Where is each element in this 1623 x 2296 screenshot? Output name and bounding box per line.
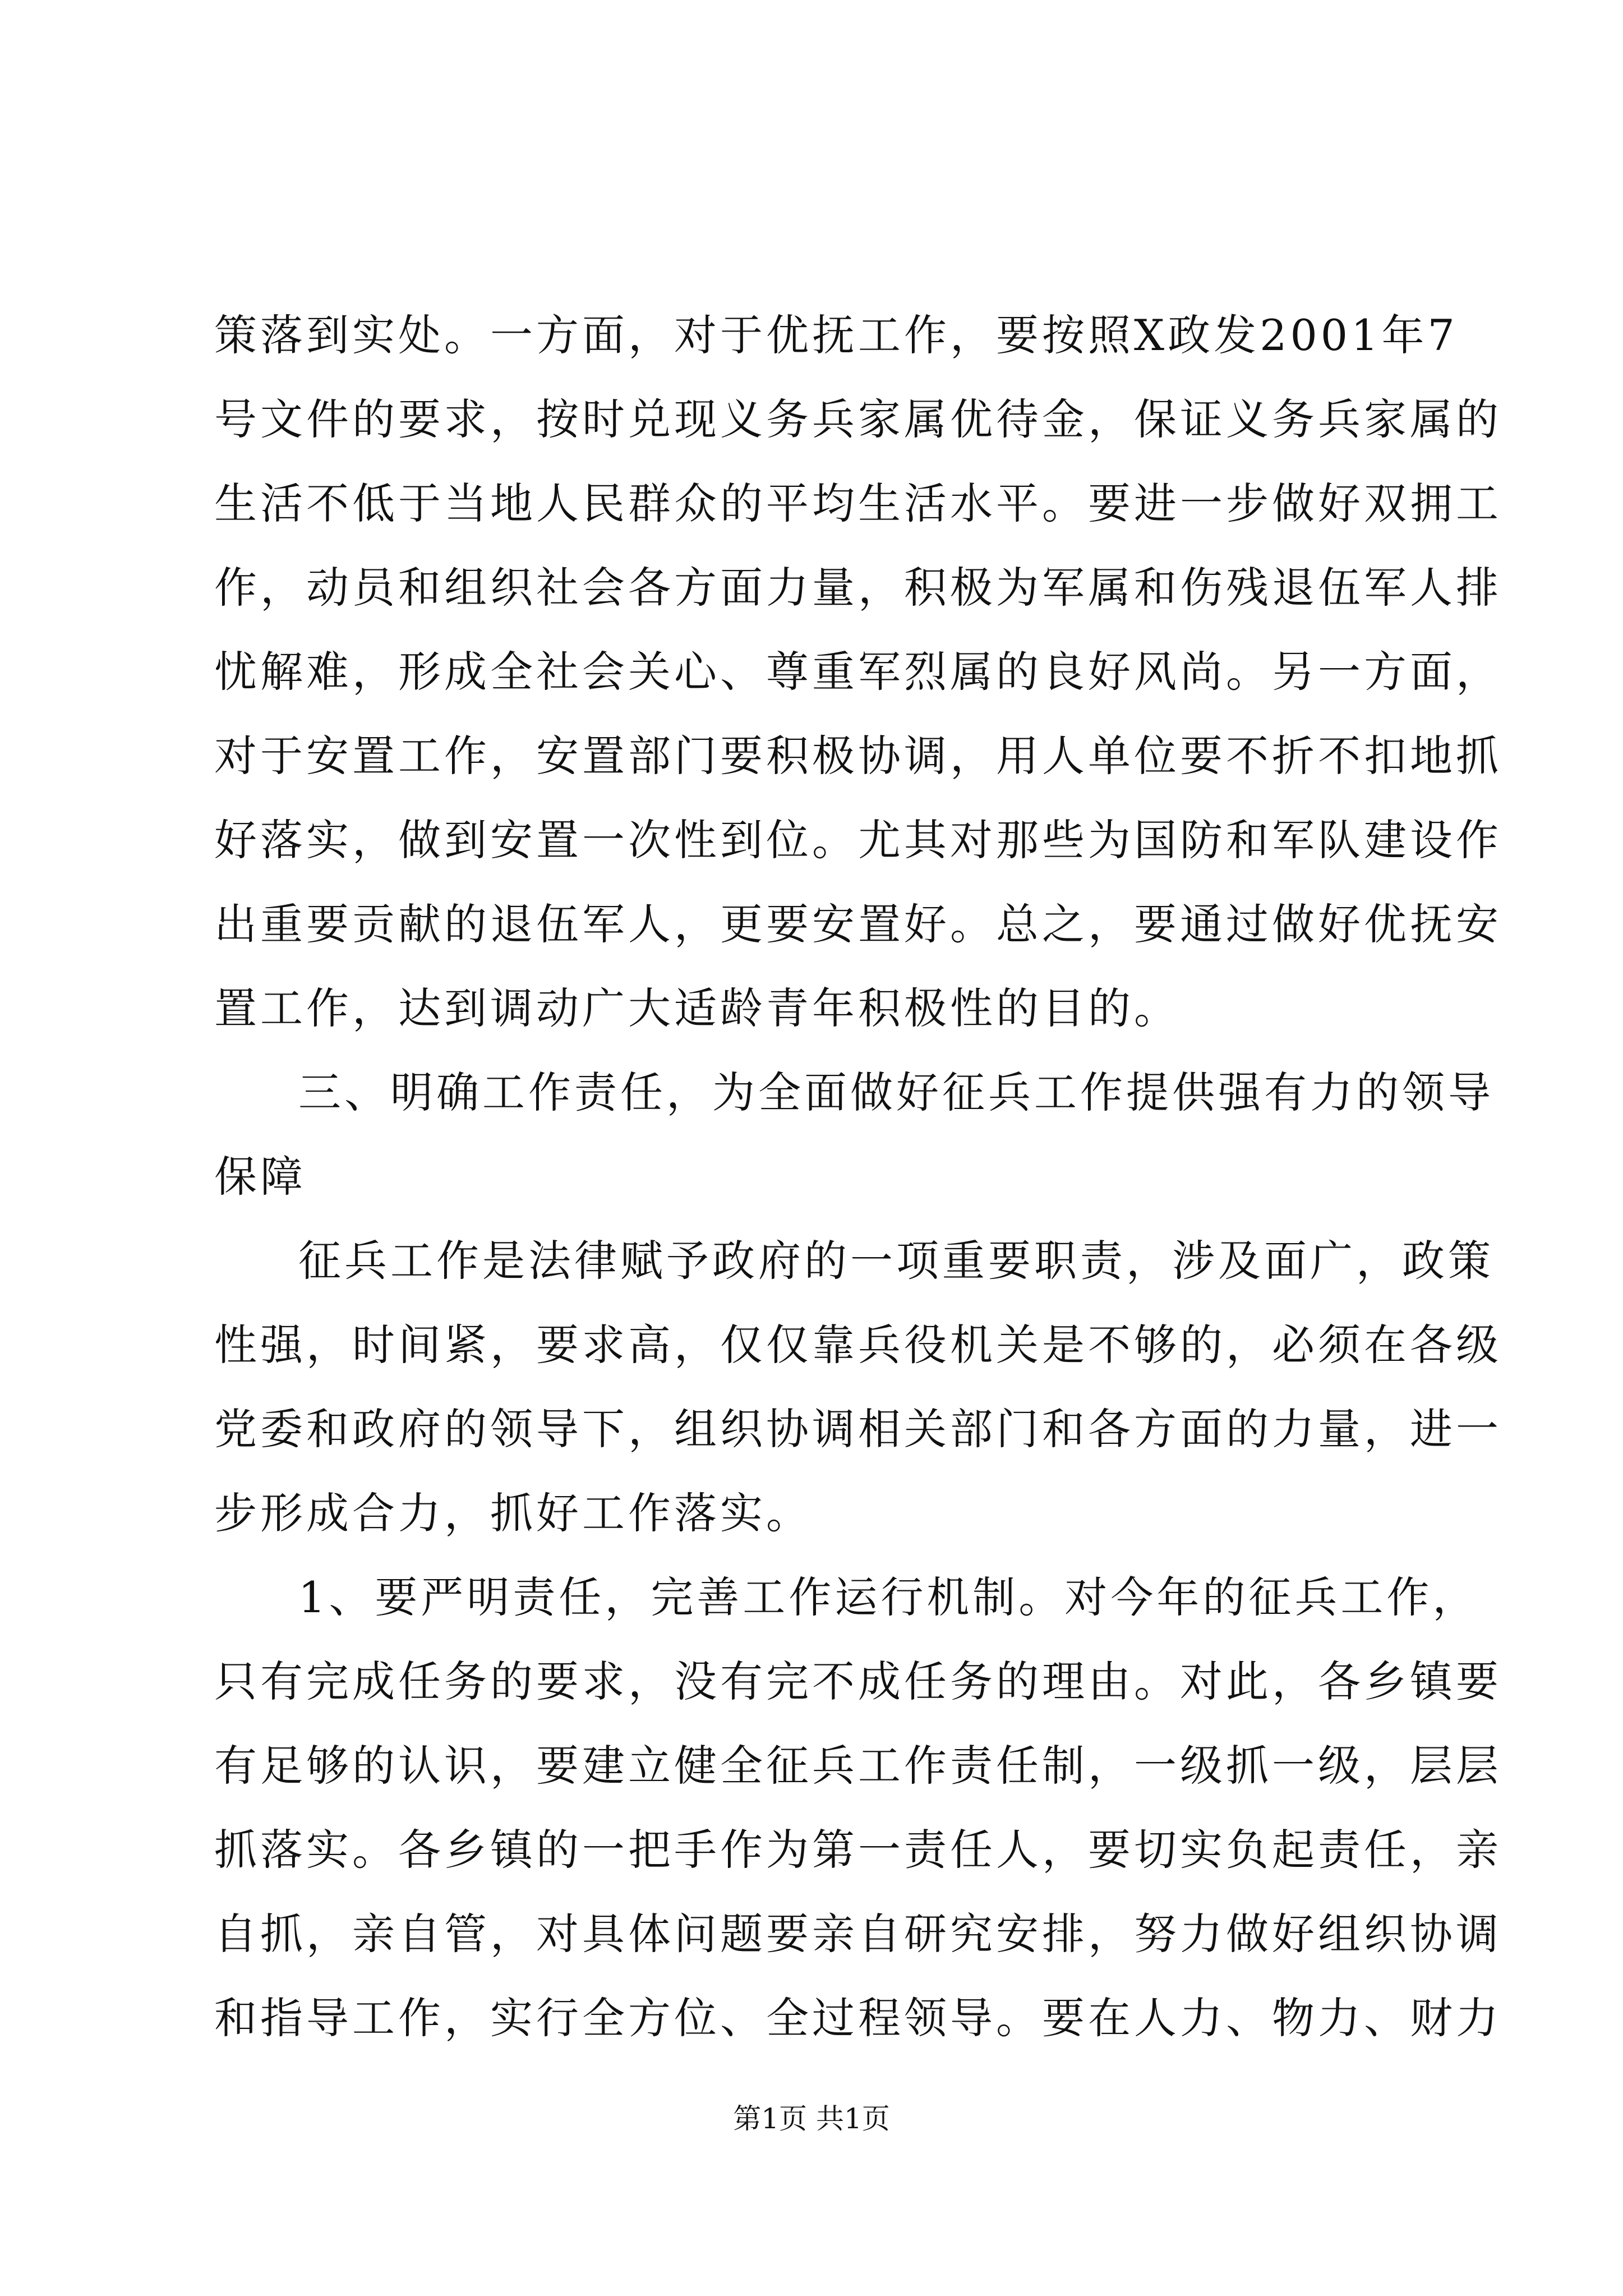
text-line: 好落实，做到安置一次性到位。尤其对那些为国防和军队建设作 <box>214 815 1502 865</box>
text-line: 党委和政府的领导下，组织协调相关部门和各方面的力量，进一 <box>214 1404 1502 1454</box>
text-line: 忧解难，形成全社会关心、尊重军烈属的良好风尚。另一方面， <box>214 647 1502 697</box>
text-line: 征兵工作是法律赋予政府的一项重要职责，涉及面广，政策 <box>298 1236 1494 1286</box>
text-line: 对于安置工作，安置部门要积极协调，用人单位要不折不扣地抓 <box>214 731 1502 781</box>
text-line: 号文件的要求，按时兑现义务兵家属优待金，保证义务兵家属的 <box>214 394 1502 444</box>
text-line: 抓落实。各乡镇的一把手作为第一责任人，要切实负起责任，亲 <box>214 1825 1502 1875</box>
text-line: 置工作，达到调动广大适龄青年积极性的目的。 <box>214 983 1180 1033</box>
section-heading: 三、明确工作责任，为全面做好征兵工作提供强有力的领导 <box>298 1068 1494 1117</box>
text-line: 自抓，亲自管，对具体问题要亲自研究安排，努力做好组织协调 <box>214 1909 1502 1959</box>
section-heading-continued: 保障 <box>214 1152 306 1202</box>
page-number-footer: 第1页 共1页 <box>733 2102 890 2135</box>
text-line: 生活不低于当地人民群众的平均生活水平。要进一步做好双拥工 <box>214 478 1502 528</box>
text-line: 策落到实处。一方面，对于优抚工作，要按照X政发2001年7 <box>214 310 1458 360</box>
text-line: 步形成合力，抓好工作落实。 <box>214 1488 812 1538</box>
text-line: 只有完成任务的要求，没有完不成任务的理由。对此，各乡镇要 <box>214 1657 1502 1706</box>
text-line: 和指导工作，实行全方位、全过程领导。要在人力、物力、财力 <box>214 1993 1502 2043</box>
text-line: 1、要严明责任，完善工作运行机制。对今年的征兵工作， <box>298 1572 1479 1622</box>
text-line: 有足够的认识，要建立健全征兵工作责任制，一级抓一级，层层 <box>214 1741 1502 1791</box>
text-line: 作，动员和组织社会各方面力量，积极为军属和伤残退伍军人排 <box>214 563 1502 613</box>
text-line: 性强，时间紧，要求高，仅仅靠兵役机关是不够的，必须在各级 <box>214 1320 1502 1370</box>
text-line: 出重要贡献的退伍军人，更要安置好。总之，要通过做好优抚安 <box>214 899 1502 949</box>
